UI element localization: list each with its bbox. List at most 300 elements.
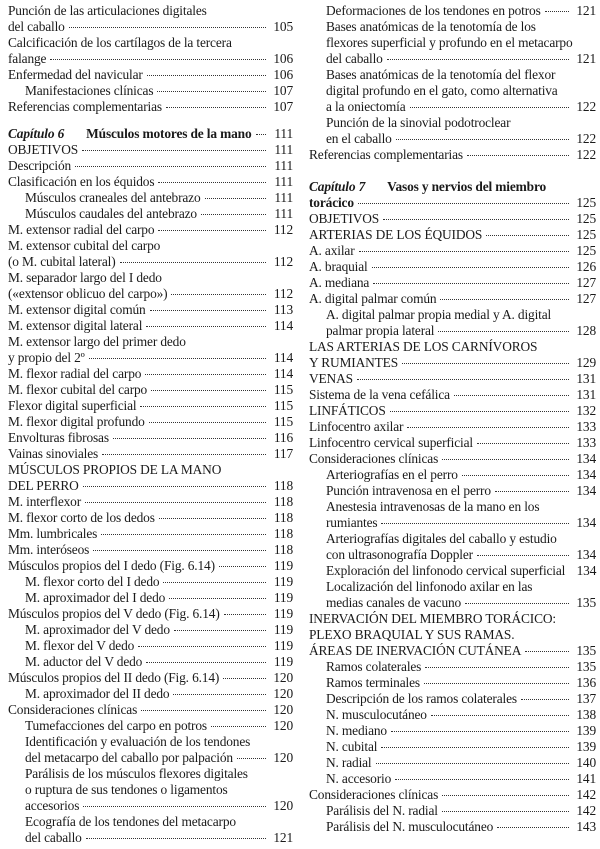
toc-line: [309, 707, 596, 723]
toc-line: [309, 371, 596, 387]
page-number: 119: [273, 638, 293, 653]
entry-title: OBJETIVOS: [8, 142, 79, 157]
dot-leader: [149, 422, 266, 423]
dot-leader: [376, 763, 570, 764]
entry-title: Consideraciones clínicas: [309, 787, 439, 802]
toc-line: [309, 259, 596, 275]
page-number: 118: [273, 526, 293, 541]
dot-leader: [146, 326, 266, 327]
toc-line: [8, 526, 293, 542]
entry-title: Anestesia intravenosas de la mano en los: [326, 499, 540, 514]
toc-entry: [309, 275, 596, 291]
entry-title: Mm. lumbricales: [8, 526, 98, 541]
toc-line: [309, 499, 596, 515]
toc-line: [8, 782, 293, 798]
toc-line: [309, 99, 596, 115]
entry-title: MÚSCULOS PROPIOS DE LA MANO: [8, 462, 222, 477]
entry-title: Punción de la sinovial podotroclear: [326, 115, 511, 130]
toc-entry: [8, 494, 293, 510]
dot-leader: [424, 683, 569, 684]
toc-entry: [309, 147, 596, 163]
toc-entry: [309, 467, 596, 483]
page-number: 129: [576, 355, 596, 370]
toc-entry: [309, 755, 596, 771]
page-number: 136: [576, 675, 596, 690]
entry-title: Exploración del linfonodo cervical superficial: [326, 563, 566, 578]
toc-entry: [309, 531, 596, 563]
entry-title: Linfocentro axilar: [309, 419, 404, 434]
entry-title: accesorios: [25, 798, 80, 813]
toc-entry: [309, 707, 596, 723]
toc-entry: [8, 222, 293, 238]
dot-leader: [381, 523, 569, 524]
page-number: 134: [576, 563, 597, 578]
toc-entry: [8, 814, 293, 846]
toc-line: [8, 270, 293, 286]
entry-title: LAS ARTERIAS DE LOS CARNÍVOROS: [309, 339, 538, 354]
page-number: 107: [273, 83, 293, 98]
toc-entry: [309, 339, 596, 371]
entry-title: Localización del linfonodo axilar en las: [326, 579, 533, 594]
entry-title: Referencias complementarias: [309, 147, 463, 162]
toc-line: [309, 771, 596, 787]
dot-leader: [50, 59, 266, 60]
entry-title: Identificación y evaluación de los tendones: [25, 734, 251, 749]
toc-entry: [8, 526, 293, 542]
toc-line: [8, 750, 293, 766]
page-number: 125: [576, 211, 596, 226]
toc-line: [8, 510, 293, 526]
entry-title: N. radial: [326, 755, 372, 770]
toc-line: [8, 174, 293, 190]
toc-line: [8, 718, 293, 734]
dot-leader: [219, 566, 266, 567]
toc-line: [309, 307, 596, 323]
page-number: 128: [576, 323, 596, 338]
toc-entry: [309, 403, 596, 419]
toc-line: [309, 19, 596, 35]
toc-line: [309, 483, 596, 499]
page-number: 137: [576, 691, 596, 706]
toc-entry: [8, 83, 293, 99]
page-number: 115: [273, 382, 293, 397]
dot-leader: [383, 219, 569, 220]
page-number: 127: [576, 275, 596, 290]
toc-line: [309, 691, 596, 707]
entry-title: Músculos propios del V dedo (Fig. 6.14): [8, 606, 220, 621]
entry-title: ÁREAS DE INERVACIÓN CUTÁNEA: [309, 643, 522, 658]
page-number: 118: [273, 494, 293, 509]
page-number: 139: [576, 723, 596, 738]
dot-leader: [495, 491, 569, 492]
toc-entry: [309, 259, 596, 275]
entry-title: M. flexor radial del carpo: [8, 366, 142, 381]
entry-title: Punción intravenosa en el perro: [326, 483, 491, 498]
toc-entry: [8, 99, 293, 115]
page-number: 140: [576, 755, 596, 770]
page-number: 105: [273, 19, 293, 34]
dot-leader: [166, 107, 266, 108]
toc-line: [8, 766, 293, 782]
toc-entry: [8, 654, 293, 670]
dot-leader: [173, 694, 266, 695]
entry-title: digital profundo en el gato, como alternativa: [326, 83, 558, 98]
dot-leader: [477, 443, 569, 444]
toc-line: [8, 686, 293, 702]
entry-title: Parálisis del N. musculocutáneo: [326, 819, 494, 834]
toc-line: [309, 451, 596, 467]
page-number: 107: [273, 99, 293, 114]
toc-entry: [8, 158, 293, 174]
page-number: 131: [576, 387, 596, 402]
toc-line: [8, 702, 293, 718]
toc-line: [8, 590, 293, 606]
toc-entry: [8, 206, 293, 222]
entry-title: Músculos craneales del antebrazo: [25, 190, 201, 205]
toc-entry: [8, 638, 293, 654]
toc-entry: [8, 702, 293, 718]
chapter-label: Capítulo 6: [8, 126, 65, 141]
toc-line: [8, 398, 293, 414]
toc-line: [8, 190, 293, 206]
page-number: 125: [576, 227, 596, 242]
toc-line: [8, 814, 293, 830]
toc-entry: [309, 371, 596, 387]
toc-line: [8, 126, 293, 142]
dot-leader: [438, 331, 569, 332]
page-number: 120: [273, 702, 293, 717]
toc-line: [309, 355, 596, 371]
toc-entry: [309, 3, 596, 19]
toc-line: [309, 803, 596, 819]
entry-title: A. digital palmar propia medial y A. digital: [326, 307, 552, 322]
toc-entry: [309, 435, 596, 451]
page-number: 117: [273, 446, 293, 461]
entry-title: Tumefacciones del carpo en potros: [25, 718, 207, 733]
toc-line: [309, 419, 596, 435]
dot-leader: [442, 795, 569, 796]
toc-entry: [8, 510, 293, 526]
toc-line: [8, 334, 293, 350]
page-number: 115: [273, 398, 293, 413]
toc-line: [309, 659, 596, 675]
dot-leader: [431, 715, 569, 716]
toc-entry: [309, 563, 596, 579]
dot-leader: [390, 411, 569, 412]
entry-title: Clasificación en los équidos: [8, 174, 155, 189]
page-number: 113: [273, 302, 293, 317]
entry-title: Músculos propios del II dedo (Fig. 6.14): [8, 670, 220, 685]
dot-leader: [163, 582, 266, 583]
entry-title: Enfermedad del navicular: [8, 67, 143, 82]
toc-line: [309, 195, 596, 211]
page-number: 114: [273, 366, 293, 381]
toc-line: [309, 643, 596, 659]
chapter-label: Capítulo 7: [309, 179, 366, 194]
entry-title: M. flexor corto de los dedos: [8, 510, 155, 525]
toc-line: [309, 291, 596, 307]
entry-title: M. extensor largo del primer dedo: [8, 334, 186, 349]
entry-title: M. extensor radial del carpo: [8, 222, 155, 237]
toc-line: [309, 579, 596, 595]
toc-line: [309, 755, 596, 771]
dot-leader: [440, 299, 569, 300]
dot-leader: [465, 603, 569, 604]
page-number: 121: [273, 830, 293, 845]
entry-title: Calcificación de los cartílagos de la tercera: [8, 35, 232, 50]
toc-entry: [309, 579, 596, 611]
dot-leader: [454, 395, 569, 396]
toc-entry: [309, 243, 596, 259]
entry-title: del caballo: [8, 19, 65, 34]
dot-leader: [381, 747, 569, 748]
page-number: 111: [274, 206, 293, 221]
dot-leader: [223, 678, 266, 679]
entry-title: M. aproximador del I dedo: [25, 590, 166, 605]
toc-line: [309, 323, 596, 339]
toc-line: [309, 675, 596, 691]
dot-leader: [93, 550, 266, 551]
entry-title: Arteriografías digitales del caballo y estudio: [326, 531, 557, 546]
page-number: 125: [576, 195, 596, 210]
dot-leader: [467, 155, 569, 156]
entry-title: medias canales de vacuno: [326, 595, 462, 610]
toc-line: [8, 83, 293, 99]
toc-line: [309, 435, 596, 451]
toc-entry: [8, 622, 293, 638]
page-number: 119: [273, 574, 293, 589]
page-number: 112: [273, 286, 293, 301]
toc-line: [8, 350, 293, 366]
entry-title: del caballo: [326, 51, 383, 66]
toc-entry: [8, 462, 293, 494]
dot-leader: [525, 651, 569, 652]
toc-entry: [8, 670, 293, 686]
entry-title: Músculos caudales del antebrazo: [25, 206, 197, 221]
toc-line: [309, 51, 596, 67]
entry-title: Bases anatómicas de la tenotomía de los: [326, 19, 536, 34]
entry-title: Ramos terminales: [326, 675, 420, 690]
dot-leader: [159, 518, 266, 519]
toc-line: [309, 403, 596, 419]
page-number: 133: [576, 419, 596, 434]
toc-entry: [309, 227, 596, 243]
toc-entry: [8, 35, 293, 67]
dot-leader: [486, 235, 569, 236]
toc-line: [8, 3, 293, 19]
entry-title: N. musculocutáneo: [326, 707, 427, 722]
toc-entry: [309, 211, 596, 227]
dot-leader: [120, 262, 267, 263]
dot-leader: [545, 11, 569, 12]
toc-line: [309, 819, 596, 835]
toc-entry: [309, 499, 596, 531]
toc-line: [8, 622, 293, 638]
toc-entry: [309, 739, 596, 755]
toc-line: [309, 627, 596, 643]
toc-line: [8, 462, 293, 478]
entry-title: M. interflexor: [8, 494, 82, 509]
dot-leader: [407, 427, 569, 428]
toc-line: [8, 222, 293, 238]
page-number: 143: [576, 819, 596, 834]
dot-leader: [69, 27, 266, 28]
toc-entry: [8, 190, 293, 206]
toc-line: [309, 211, 596, 227]
entry-title: Músculos propios del I dedo (Fig. 6.14): [8, 558, 215, 573]
toc-entry: [309, 307, 596, 339]
toc-line: [8, 366, 293, 382]
toc-line: [309, 227, 596, 243]
dot-leader: [113, 438, 266, 439]
dot-leader: [145, 374, 266, 375]
toc-entry: [8, 606, 293, 622]
dot-leader: [224, 614, 266, 615]
toc-entry: [309, 387, 596, 403]
dot-leader: [102, 454, 266, 455]
entry-title: y propio del 2º: [8, 350, 85, 365]
page-number: 111: [274, 174, 293, 189]
toc-line: [309, 83, 596, 99]
page-number: 106: [273, 67, 293, 82]
chapter-title: Vasos y nervios del miembro: [387, 179, 547, 194]
toc-line: [309, 595, 596, 611]
page-number: 116: [273, 430, 293, 445]
toc-entry: [309, 611, 596, 659]
toc-entry: [8, 414, 293, 430]
dot-leader: [497, 827, 569, 828]
dot-leader: [85, 502, 266, 503]
dot-leader: [101, 534, 266, 535]
entry-title: VENAS: [309, 371, 353, 386]
toc-line: [309, 339, 596, 355]
page-number: 134: [576, 483, 596, 498]
toc-line: [8, 638, 293, 654]
entry-title: Referencias complementarias: [8, 99, 162, 114]
entry-title: M. extensor cubital del carpo: [8, 238, 161, 253]
dot-leader: [151, 390, 266, 391]
entry-title: rumiantes: [326, 515, 378, 530]
toc-line: [8, 558, 293, 574]
page-number: 119: [273, 590, 293, 605]
entry-title: Deformaciones de los tendones en potros: [326, 3, 541, 18]
page-number: 131: [576, 371, 596, 386]
entry-title: M. flexor corto del I dedo: [25, 574, 160, 589]
toc-entry: [8, 382, 293, 398]
toc-line: [8, 446, 293, 462]
page-number: 114: [273, 318, 293, 333]
entry-title: PLEXO BRAQUIAL Y SUS RAMAS.: [309, 627, 515, 642]
toc-line: [8, 430, 293, 446]
entry-title: Arteriografías en el perro: [326, 467, 458, 482]
entry-title: OBJETIVOS: [309, 211, 380, 226]
page-number: 111: [274, 126, 293, 141]
entry-title: M. extensor digital común: [8, 302, 146, 317]
entry-title: Parálisis de los músculos flexores digitales: [25, 766, 248, 781]
entry-title: con ultrasonografía Doppler: [326, 547, 473, 562]
toc-entry: [8, 142, 293, 158]
page-number: 111: [274, 142, 293, 157]
page-number: 139: [576, 739, 596, 754]
toc-entry: [8, 446, 293, 462]
page-number: 120: [273, 718, 293, 733]
page-number: 119: [273, 622, 293, 637]
page-number: 118: [273, 542, 293, 557]
toc-line: [309, 387, 596, 403]
page-number: 111: [274, 190, 293, 205]
dot-leader: [89, 358, 266, 359]
dot-leader: [395, 779, 569, 780]
toc-line: [309, 563, 596, 579]
page-number: 112: [273, 254, 293, 269]
entry-title: o ruptura de sus tendones o ligamentos: [25, 782, 228, 797]
entry-title: M. aproximador del V dedo: [25, 622, 170, 637]
dot-leader: [157, 91, 266, 92]
page-number: 132: [576, 403, 596, 418]
toc-entry: [309, 419, 596, 435]
toc-entry: [309, 19, 596, 67]
page-number: 106: [273, 51, 293, 66]
toc-line: [8, 67, 293, 83]
entry-title: INERVACIÓN DEL MIEMBRO TORÁCICO:: [309, 611, 556, 626]
page-number: 115: [273, 414, 293, 429]
toc-line: [8, 19, 293, 35]
dot-leader: [138, 646, 266, 647]
toc-entry: [309, 659, 596, 675]
dot-leader: [372, 267, 569, 268]
page-number: 121: [576, 3, 596, 18]
toc-line: [8, 494, 293, 510]
entry-title: A. digital palmar común: [309, 291, 437, 306]
dot-leader: [387, 59, 569, 60]
page-number: 122: [576, 99, 596, 114]
entry-title: flexores superficial y profundo en el metacarpo: [326, 35, 573, 50]
entry-title: M. flexor cubital del carpo: [8, 382, 148, 397]
toc-entry: [8, 3, 293, 35]
entry-title: palmar propia lateral: [326, 323, 435, 338]
toc-entry: [8, 270, 293, 302]
toc-line: [8, 478, 293, 494]
toc-entry: [309, 691, 596, 707]
toc-entry: [8, 734, 293, 766]
chapter-heading: [309, 179, 596, 211]
toc-line: [309, 739, 596, 755]
toc-line: [8, 238, 293, 254]
toc-line: [8, 734, 293, 750]
entry-title: a la oniectomía: [326, 99, 406, 114]
page-number: 112: [273, 222, 293, 237]
toc-entry: [309, 803, 596, 819]
toc-column-right: [309, 3, 596, 835]
toc-line: [309, 115, 596, 131]
toc-line: [8, 51, 293, 67]
entry-title: N. cubital: [326, 739, 378, 754]
toc-line: [309, 547, 596, 563]
toc-line: [8, 606, 293, 622]
toc-entry: [8, 574, 293, 590]
dot-leader: [373, 283, 569, 284]
page-number: 111: [274, 158, 293, 173]
dot-leader: [357, 379, 569, 380]
entry-title: Linfocentro cervical superficial: [309, 435, 473, 450]
dot-leader: [174, 630, 266, 631]
page-number: 119: [273, 654, 293, 669]
toc-entry: [8, 302, 293, 318]
page-number: 134: [576, 467, 596, 482]
toc-line: [8, 414, 293, 430]
toc-entry: [8, 334, 293, 366]
toc-line: [309, 723, 596, 739]
